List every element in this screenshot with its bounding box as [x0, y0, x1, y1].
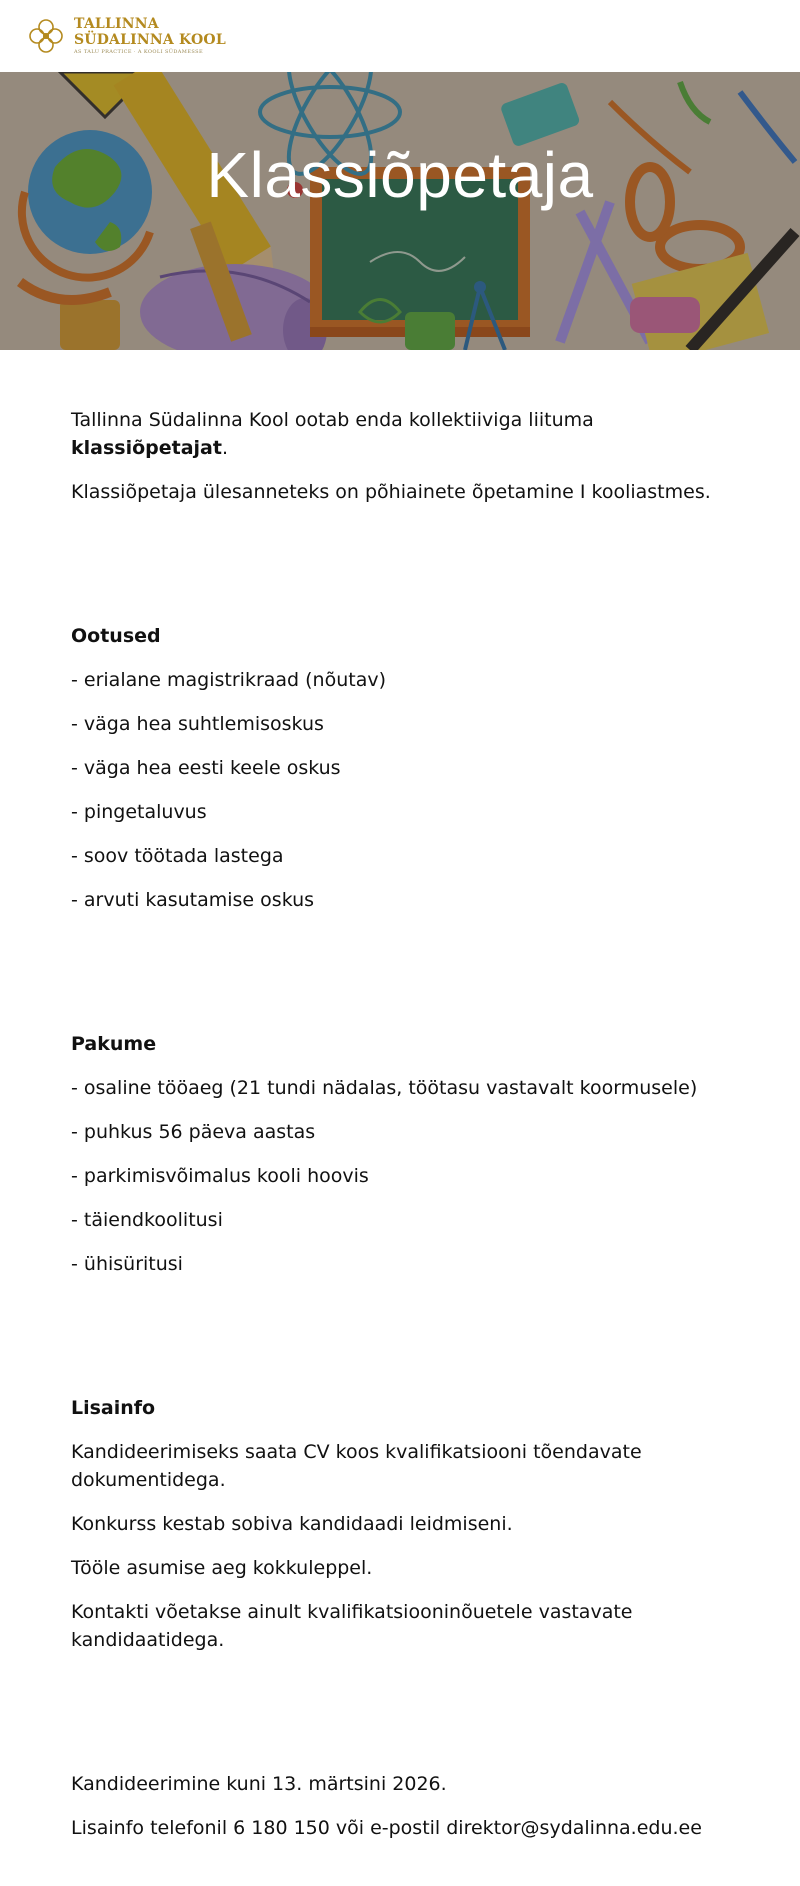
- logo-tagline: AS TALU PRACTICE · A KOOLI SÜDAMESSE: [74, 49, 203, 55]
- list-item: - pingetaluvus: [71, 801, 207, 823]
- logo-line2: SÜDALINNA KOOL: [74, 32, 226, 48]
- page-title: Klassiõpetaja: [206, 139, 594, 211]
- offer-heading: Pakume: [71, 1033, 157, 1055]
- contact-info: Lisainfo telefonil 6 180 150 või e-postil direktor@sydalinna.edu.ee: [71, 1817, 702, 1839]
- intro-duties: Klassiõpetaja ülesanneteks on põhiainete õpetamine I kooliastmes.: [71, 481, 711, 503]
- logo-line1: TALLINNA: [74, 16, 159, 32]
- list-item: - parkimisvõimalus kooli hoovis: [71, 1165, 369, 1187]
- intro-text: Tallinna Südalinna Kool ootab enda kollektiiviga liituma klassiõpetajat.: [71, 409, 594, 459]
- offer-section: [71, 1030, 729, 1278]
- list-item: Kontakti võetakse ainult kvalifikatsiooninõuetele vastavate kandidaatidega.: [71, 1601, 633, 1651]
- hero-banner: [0, 72, 800, 350]
- expectations-section: [71, 622, 729, 914]
- list-item: - väga hea eesti keele oskus: [71, 757, 341, 779]
- list-item: - soov töötada lastega: [71, 845, 284, 867]
- list-item: - ühisüritusi: [71, 1253, 183, 1275]
- list-item: - puhkus 56 päeva aastas: [71, 1121, 316, 1143]
- list-item: Kandideerimiseks saata CV koos kvalifikatsiooni tõendavate dokumentidega.: [71, 1441, 642, 1491]
- job-title-bold: klassiõpetajat: [71, 437, 222, 459]
- job-posting-content: [0, 350, 800, 1842]
- school-logo[interactable]: [26, 16, 226, 56]
- site-header: [0, 0, 800, 72]
- flower-logo-icon: [26, 16, 66, 56]
- list-item: - arvuti kasutamise oskus: [71, 889, 315, 911]
- list-item: Tööle asumise aeg kokkuleppel.: [71, 1557, 373, 1579]
- list-item: - erialane magistrikraad (nõutav): [71, 669, 387, 691]
- footer-info: [71, 1770, 729, 1842]
- info-section: [71, 1394, 729, 1654]
- expectations-heading: Ootused: [71, 625, 161, 647]
- application-deadline: Kandideerimine kuni 13. märtsini 2026.: [71, 1773, 447, 1795]
- list-item: Konkurss kestab sobiva kandidaadi leidmiseni.: [71, 1513, 513, 1535]
- list-item: - osaline tööaeg (21 tundi nädalas, töötasu vastavalt koormusele): [71, 1077, 698, 1099]
- info-heading: Lisainfo: [71, 1397, 156, 1419]
- list-item: - täiendkoolitusi: [71, 1209, 223, 1231]
- list-item: - väga hea suhtlemisoskus: [71, 713, 324, 735]
